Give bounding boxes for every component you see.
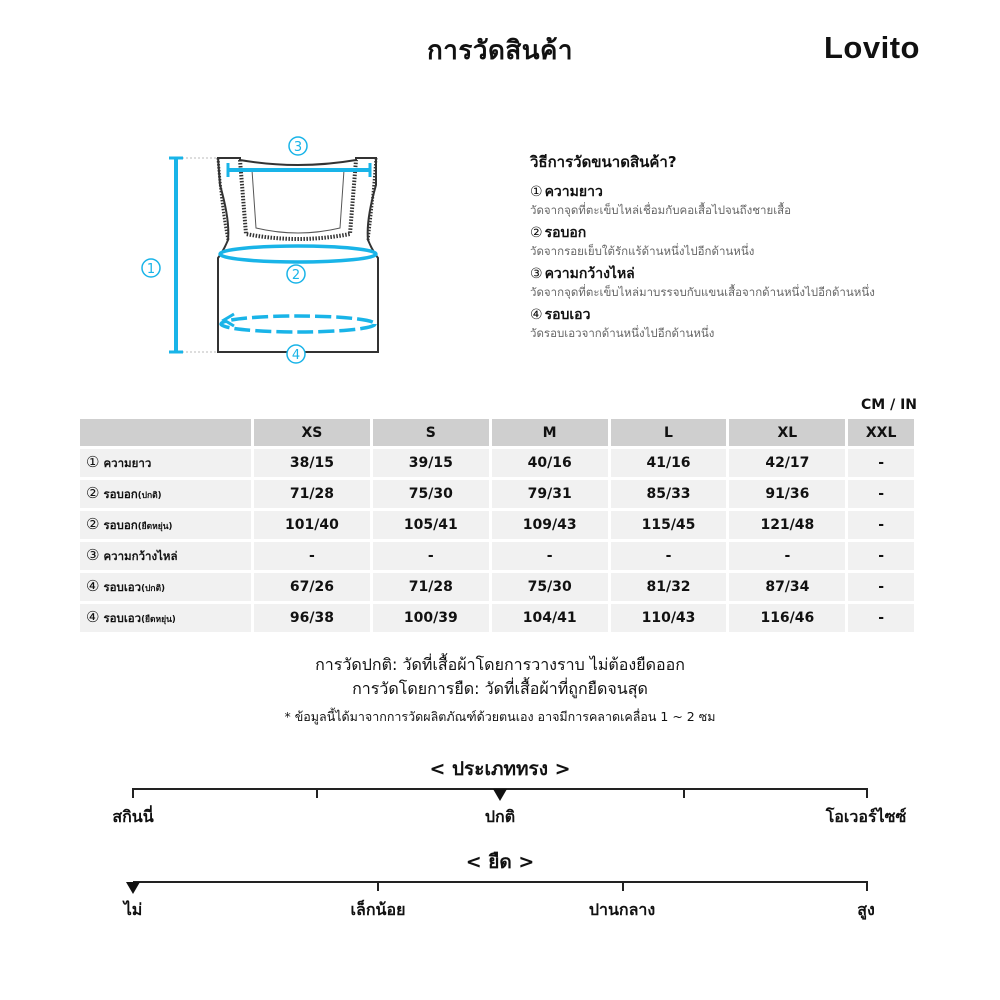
row-label-sub: (ปกติ)	[141, 584, 165, 594]
unit-label: CM / IN	[861, 397, 917, 413]
table-cell: 71/28	[373, 573, 489, 601]
table-row	[80, 480, 914, 508]
note-disclaimer: * ข้อมูลนี้ได้มาจากการวัดผลิตภัณฑ์ด้วยตนเอง อาจมีการคลาดเคลื่อน 1 ~ 2 ซม	[284, 709, 716, 724]
table-cell: -	[492, 542, 608, 570]
row-label	[80, 604, 251, 632]
size-header: M	[492, 419, 608, 446]
garment-diagram	[130, 130, 400, 370]
table-row	[80, 604, 914, 632]
instruction-item	[530, 265, 950, 301]
table-cell: 42/17	[729, 449, 845, 477]
table-cell: 109/43	[492, 511, 608, 539]
table-cell: -	[729, 542, 845, 570]
table-cell: -	[611, 542, 727, 570]
stretch-scale-line	[133, 881, 868, 883]
instruction-heading	[530, 306, 950, 325]
instruction-title: ความกว้างไหล่	[544, 266, 635, 282]
row-label	[80, 480, 251, 508]
table-cell: 67/26	[254, 573, 370, 601]
table-cell: 96/38	[254, 604, 370, 632]
table-cell: 100/39	[373, 604, 489, 632]
note-normal-measure: การวัดปกติ: วัดที่เสื้อผ้าโดยการวางราบ ไม่ต้องยืดออก	[315, 655, 685, 674]
table-cell: 75/30	[373, 480, 489, 508]
table-cell: -	[848, 449, 914, 477]
instruction-heading	[530, 265, 950, 284]
marker-3-label: 3	[293, 140, 303, 155]
instruction-heading	[530, 183, 950, 202]
row-label-text: รอบเอว	[103, 580, 142, 594]
stretch-scale-title: < ยืด >	[465, 851, 535, 873]
table-cell: 81/32	[611, 573, 727, 601]
table-cell: 91/36	[729, 480, 845, 508]
fit-scale-tick	[683, 788, 685, 798]
instruction-item	[530, 183, 950, 219]
stretch-scale-marker	[126, 882, 140, 894]
table-cell: -	[254, 542, 370, 570]
fit-scale-tick	[132, 788, 134, 798]
length-measure	[142, 158, 183, 352]
size-table	[77, 416, 917, 635]
table-cell: -	[848, 511, 914, 539]
instruction-title: รอบเอว	[544, 307, 591, 323]
row-label	[80, 542, 251, 570]
stretch-scale-tick	[377, 881, 379, 891]
table-cell: 105/41	[373, 511, 489, 539]
row-label-sub: (ยืดหยุ่น)	[137, 522, 173, 532]
table-row	[80, 542, 914, 570]
instruction-title: ความยาว	[544, 184, 603, 200]
size-header-row	[80, 419, 914, 446]
measure-instructions	[530, 150, 950, 347]
instruction-desc: วัดรอบเอวจากด้านหนึ่งไปอีกด้านหนึ่ง	[530, 326, 715, 340]
size-header: XXL	[848, 419, 914, 446]
fit-scale-title: < ประเภททรง >	[429, 758, 571, 780]
instruction-heading	[530, 224, 950, 243]
instruction-title: รอบอก	[544, 225, 587, 241]
row-label-sub: (ปกติ)	[137, 491, 162, 501]
measurement-notes	[0, 653, 1000, 727]
instruction-number: ②	[530, 225, 543, 241]
row-number: ③	[86, 546, 100, 564]
row-label-text: ความยาว	[103, 456, 152, 470]
table-cell: 116/46	[729, 604, 845, 632]
page-title: การวัดสินค้า	[427, 36, 573, 66]
table-cell: -	[848, 480, 914, 508]
table-cell: 40/16	[492, 449, 608, 477]
corner-cell	[80, 419, 251, 446]
stretch-label-medium: ปานกลาง	[588, 900, 656, 919]
table-cell: 104/41	[492, 604, 608, 632]
instruction-desc: วัดจากรอยเย็บใต้รักแร้ด้านหนึ่งไปอีกด้านหนึ่ง	[530, 244, 755, 258]
fit-label-skinny: สกินนี่	[112, 807, 154, 826]
table-cell: 79/31	[492, 480, 608, 508]
row-label-text: รอบอก	[103, 518, 138, 532]
table-cell: 110/43	[611, 604, 727, 632]
row-number: ②	[86, 515, 100, 533]
row-number: ④	[86, 608, 100, 626]
table-cell: 87/34	[729, 573, 845, 601]
table-cell: -	[848, 573, 914, 601]
table-cell: 75/30	[492, 573, 608, 601]
row-label-text: รอบเอว	[103, 611, 142, 625]
marker-4-label: 4	[291, 348, 301, 363]
shoulder-measure	[228, 137, 370, 177]
stretch-scale-tick	[622, 881, 624, 891]
tank-top-outline	[218, 158, 378, 352]
instruction-item	[530, 224, 950, 260]
table-row	[80, 573, 914, 601]
table-cell: 38/15	[254, 449, 370, 477]
fit-scale-marker	[493, 789, 507, 801]
table-cell: 39/15	[373, 449, 489, 477]
fit-label-oversize: โอเวอร์ไซซ์	[825, 807, 907, 826]
instruction-item	[530, 306, 950, 342]
table-row	[80, 449, 914, 477]
stretch-scale-tick	[866, 881, 868, 891]
table-cell: -	[373, 542, 489, 570]
row-label-text: ความกว้างไหล่	[103, 549, 178, 563]
fit-scale-tick	[316, 788, 318, 798]
stretch-label-none: ไม่	[123, 900, 143, 919]
marker-1-label: 1	[146, 262, 156, 277]
size-header: XL	[729, 419, 845, 446]
instruction-number: ④	[530, 307, 543, 323]
size-header: XS	[254, 419, 370, 446]
row-label-sub: (ยืดหยุ่น)	[141, 615, 176, 625]
table-cell: 85/33	[611, 480, 727, 508]
instruction-desc: วัดจากจุดที่ตะเข็บไหล่มาบรรจบกับแขนเสื้อจากด้านหนึ่งไปอีกด้านหนึ่ง	[530, 285, 875, 299]
marker-2-label: 2	[291, 268, 301, 283]
fit-scale-tick	[866, 788, 868, 798]
instruction-desc: วัดจากจุดที่ตะเข็บไหล่เชื่อมกับคอเสื้อไปจนถึงชายเสื้อ	[530, 203, 792, 217]
brand-logo: Lovito	[824, 30, 920, 65]
size-header: L	[611, 419, 727, 446]
row-label	[80, 511, 251, 539]
row-label	[80, 573, 251, 601]
instruction-number: ③	[530, 266, 543, 282]
table-cell: 71/28	[254, 480, 370, 508]
fit-label-regular: ปกติ	[484, 807, 516, 826]
row-label	[80, 449, 251, 477]
row-label-text: รอบอก	[103, 487, 138, 501]
stretch-label-slight: เล็กน้อย	[350, 900, 406, 919]
table-cell: 121/48	[729, 511, 845, 539]
row-number: ④	[86, 577, 100, 595]
stretch-label-high: สูง	[857, 900, 875, 919]
table-cell: 101/40	[254, 511, 370, 539]
table-cell: 115/45	[611, 511, 727, 539]
row-number: ②	[86, 484, 100, 502]
note-stretch-measure: การวัดโดยการยืด: วัดที่เสื้อผ้าที่ถูกยืดจนสุด	[352, 679, 648, 698]
table-cell: -	[848, 542, 914, 570]
instruction-number: ①	[530, 184, 543, 200]
table-cell: -	[848, 604, 914, 632]
row-number: ①	[86, 453, 100, 471]
size-header: S	[373, 419, 489, 446]
instructions-title: วิธีการวัดขนาดสินค้า?	[530, 153, 677, 171]
table-row	[80, 511, 914, 539]
table-cell: 41/16	[611, 449, 727, 477]
